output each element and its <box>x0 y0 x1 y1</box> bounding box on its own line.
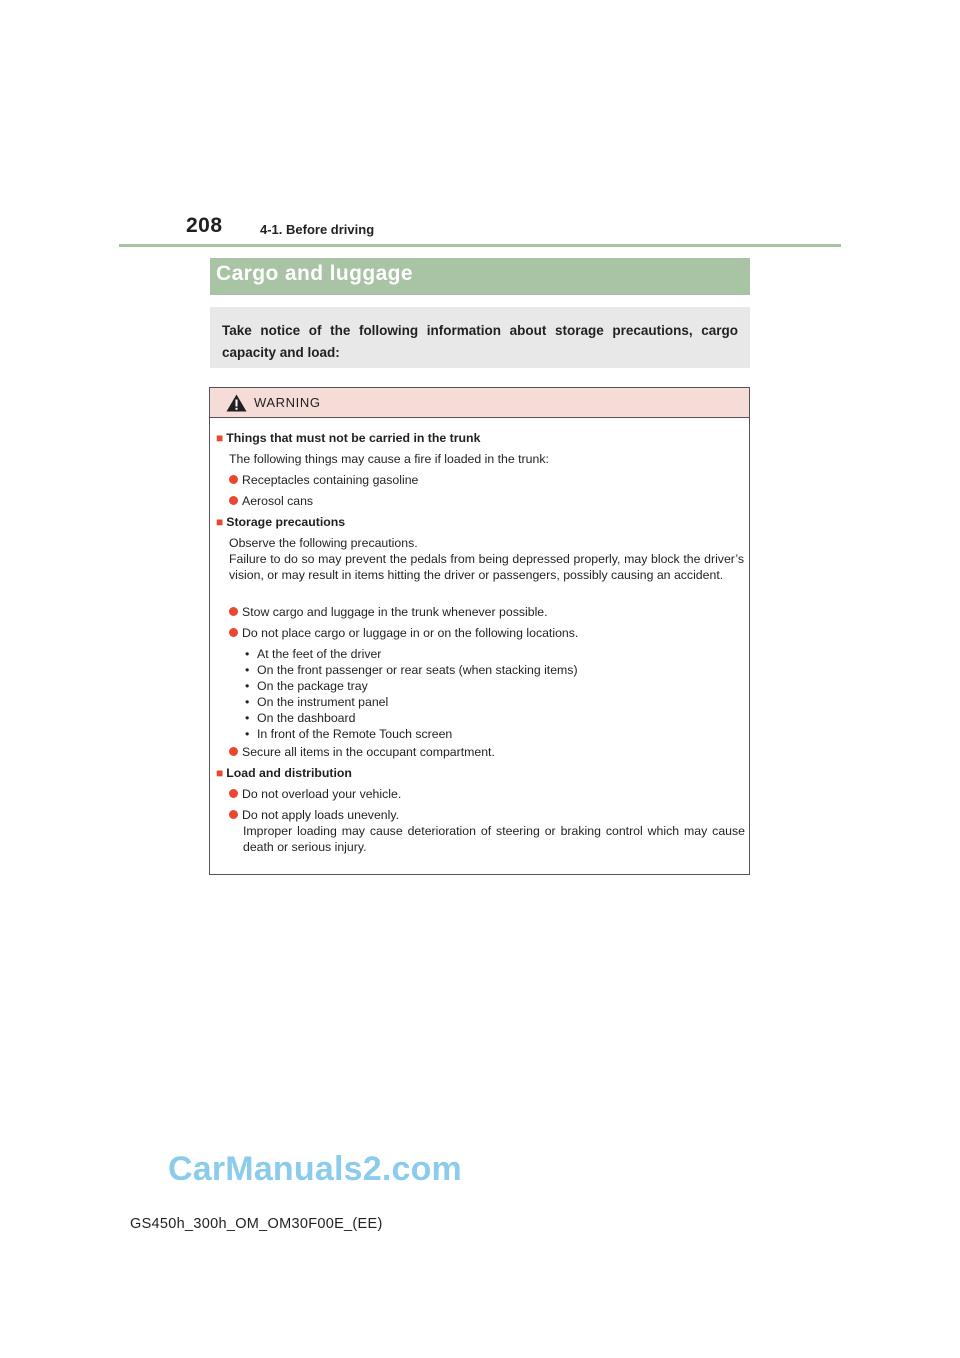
paragraph: Failure to do so may prevent the pedals from being depressed properly, may block the driver’s vision, or may result in items hitting the driver or passengers, possibly causing an accident. <box>229 552 744 582</box>
heading-text: Storage precautions <box>226 515 346 529</box>
list-item-text: Aerosol cans <box>242 494 314 508</box>
heading-text: Things that must not be carried in the trunk <box>226 431 481 445</box>
paragraph: The following things may cause a fire if loaded in the trunk: <box>229 452 549 466</box>
list-item <box>229 807 399 823</box>
list-item-text: Secure all items in the occupant compartment. <box>242 745 495 759</box>
sub-list-item-text: At the feet of the driver <box>257 647 382 661</box>
list-item <box>229 472 418 488</box>
square-bullet-icon: ■ <box>216 766 224 780</box>
square-bullet-icon: ■ <box>216 431 224 445</box>
section-heading <box>216 430 480 446</box>
sub-list-item: • At the feet of the driver <box>245 647 382 661</box>
section-label: 4-1. Before driving <box>260 222 375 237</box>
list-item <box>229 625 578 641</box>
list-item <box>229 786 401 802</box>
list-item-text: Do not overload your vehicle. <box>242 787 402 801</box>
dot-bullet-icon <box>229 628 238 637</box>
warning-triangle-icon <box>226 394 247 412</box>
warning-box <box>209 387 750 875</box>
sub-list-item: • On the instrument panel <box>245 695 389 709</box>
intro-box: Take notice of the following information about storage precautions, cargo capacity and load: <box>210 307 750 368</box>
sub-list-item-text: On the instrument panel <box>257 695 389 709</box>
dot-bullet-icon <box>229 789 238 798</box>
sub-list-item: • On the dashboard <box>245 711 356 725</box>
section-heading <box>216 514 345 530</box>
list-item-text: Receptacles containing gasoline <box>242 473 419 487</box>
dot-bullet-icon <box>229 747 238 756</box>
dot-bullet-icon <box>229 475 238 484</box>
header-rule <box>119 244 841 247</box>
sub-list-item-text: On the dashboard <box>257 711 356 725</box>
paragraph: Observe the following precautions. <box>229 536 418 550</box>
list-item <box>229 493 313 509</box>
page-title: Cargo and luggage <box>216 262 413 285</box>
sub-list-item-text: On the package tray <box>257 679 368 693</box>
sub-list-item-text: In front of the Remote Touch screen <box>257 727 453 741</box>
warning-label: WARNING <box>254 395 321 410</box>
sub-list-item: • On the package tray <box>245 679 368 693</box>
sub-list-item-text: On the front passenger or rear seats (when stacking items) <box>257 663 578 677</box>
document-code: GS450h_300h_OM_OM30F00E_(EE) <box>130 1216 383 1232</box>
title-bar <box>210 258 750 295</box>
heading-text: Load and distribution <box>226 766 352 780</box>
list-item <box>229 744 495 760</box>
dot-bullet-icon <box>229 810 238 819</box>
dot-bullet-icon <box>229 496 238 505</box>
dot-bullet-icon <box>229 607 238 616</box>
section-heading <box>216 765 352 781</box>
page-number: 208 <box>186 214 223 237</box>
sub-list-item: • In front of the Remote Touch screen <box>245 727 453 741</box>
square-bullet-icon: ■ <box>216 515 224 529</box>
watermark-logo: CarManuals2.com <box>168 1150 462 1188</box>
sub-list-item: • On the front passenger or rear seats (when stacking items) <box>245 663 578 677</box>
list-item-text: Do not place cargo or luggage in or on the following locations. <box>242 626 579 640</box>
list-item-text: Do not apply loads unevenly. <box>242 808 400 822</box>
list-item <box>229 604 548 620</box>
paragraph: Improper loading may cause deterioration of steering or braking control which may cause death or serious injury. <box>243 824 745 854</box>
list-item-text: Stow cargo and luggage in the trunk whenever possible. <box>242 605 548 619</box>
warning-header <box>210 388 749 418</box>
